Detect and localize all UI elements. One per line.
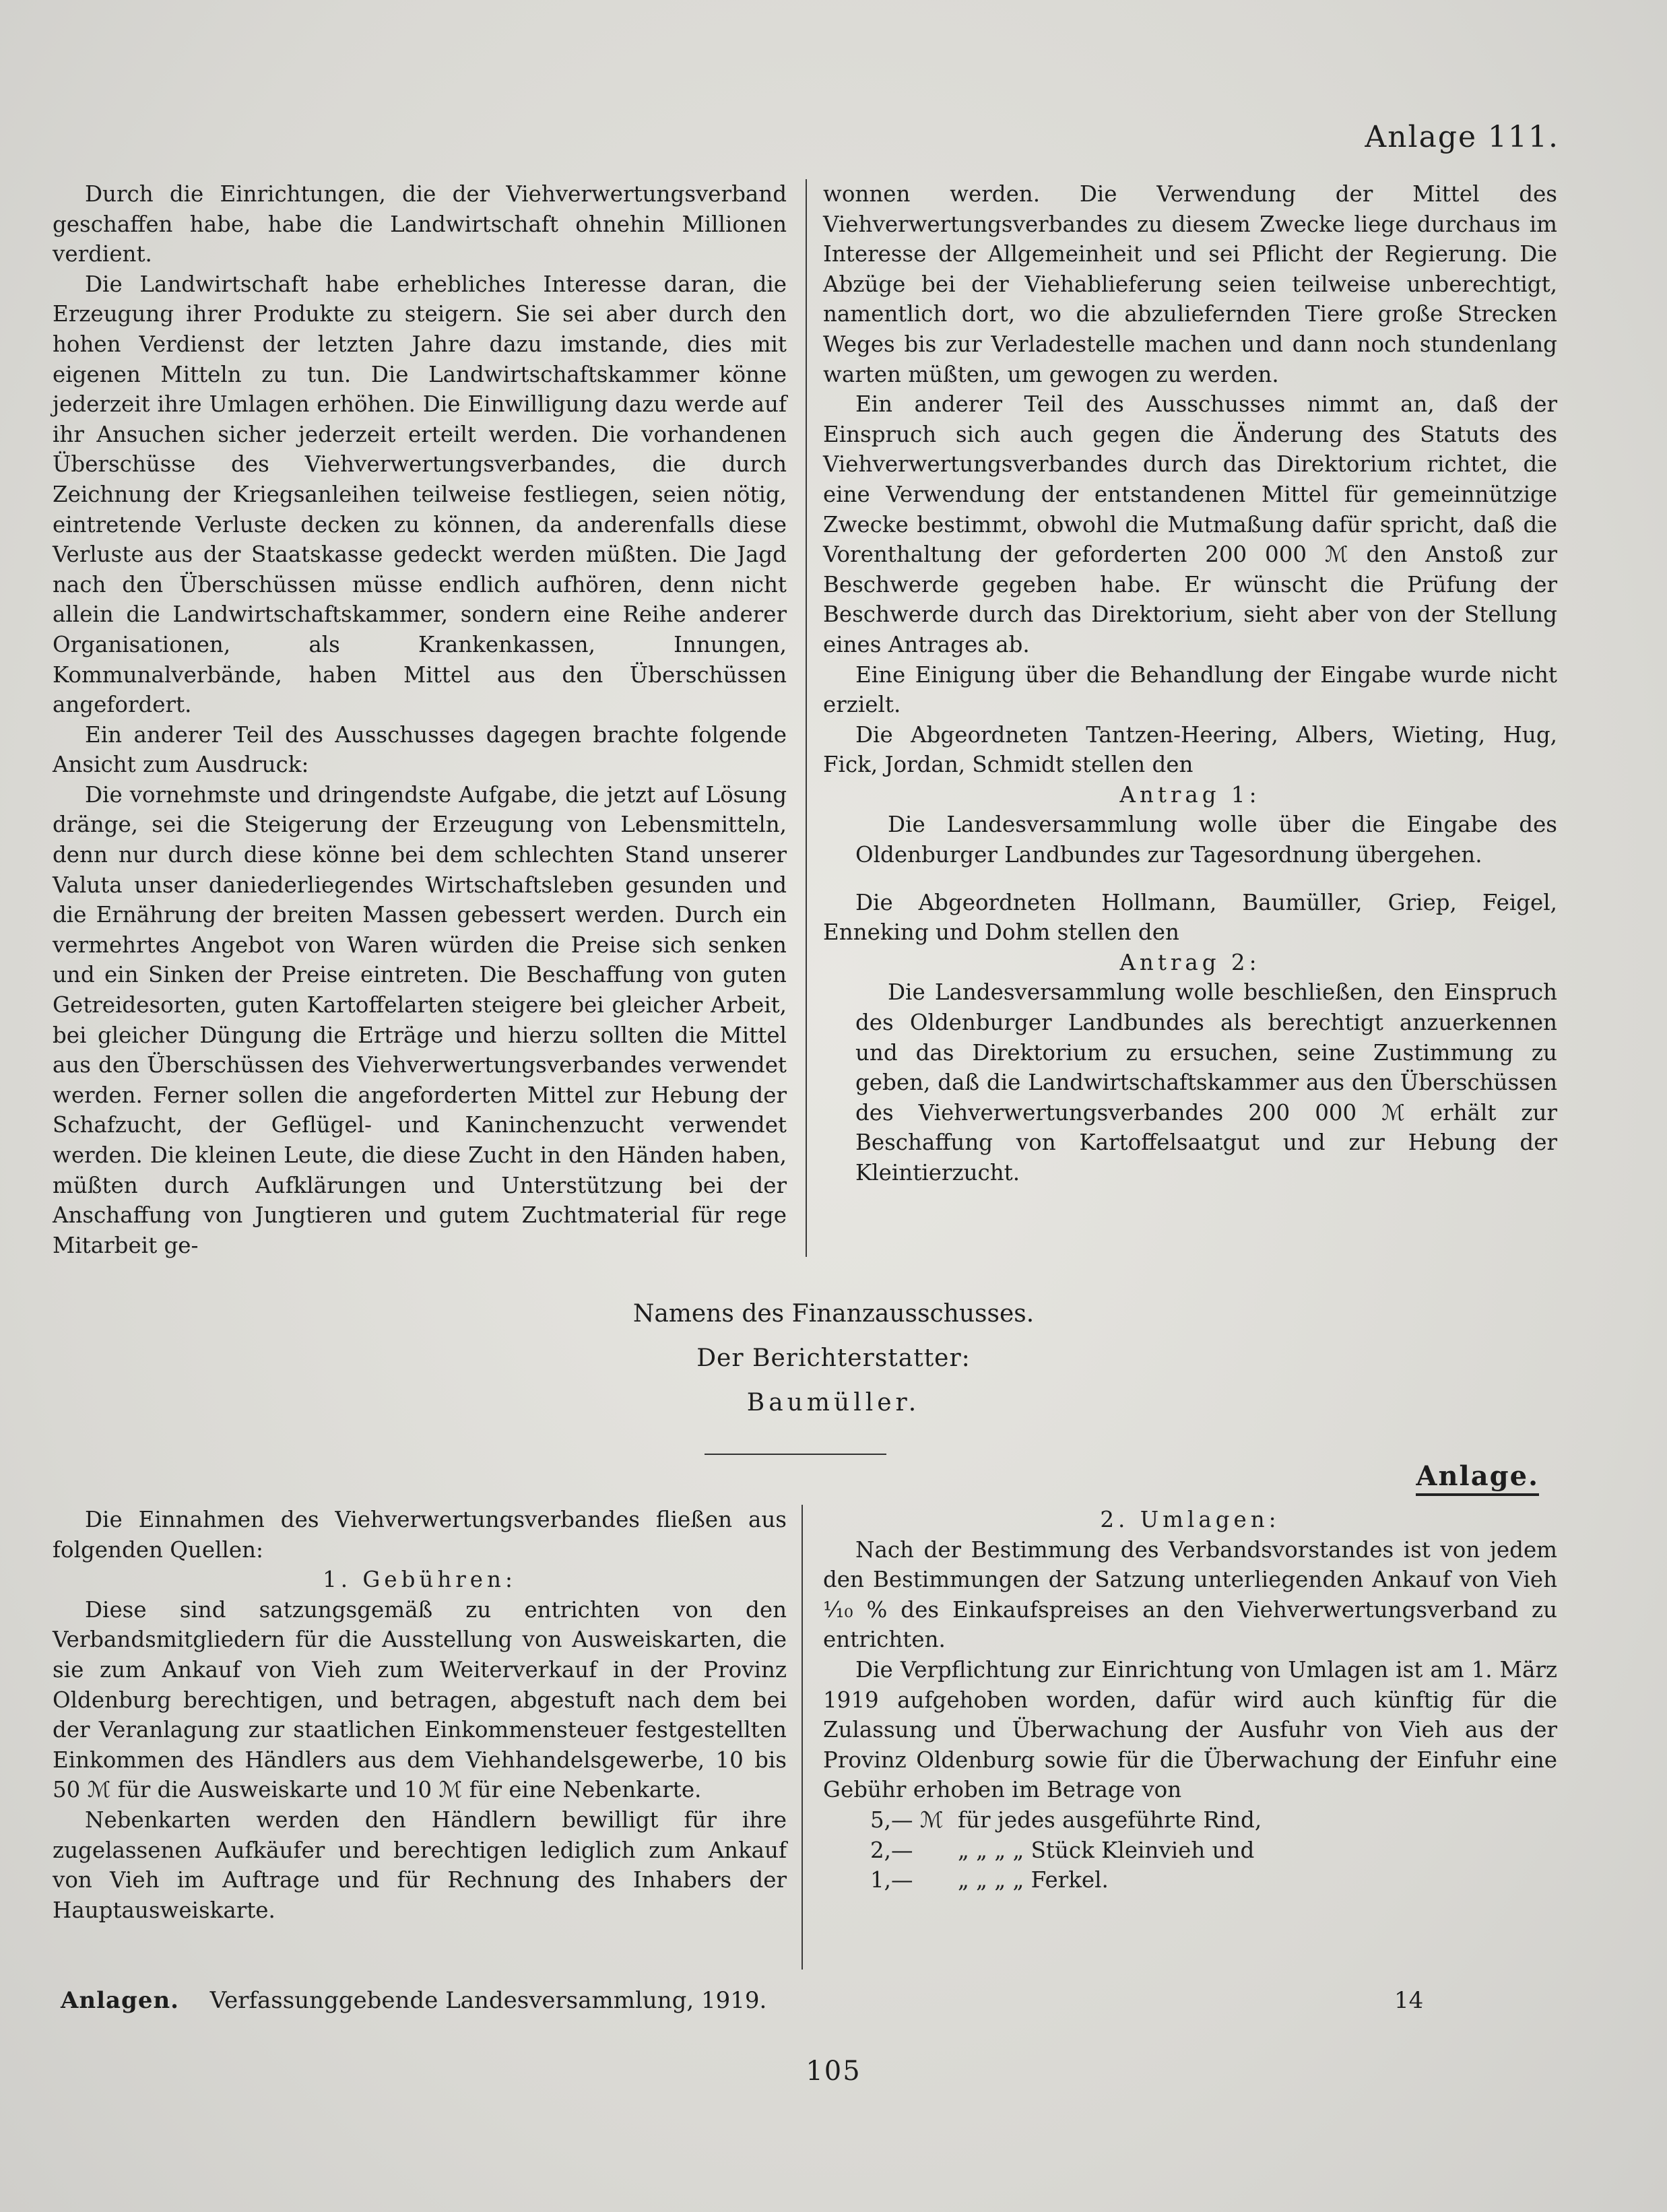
fee-rate-row [870,1805,1262,1835]
right-column-top [823,179,1557,1188]
paragraph: Nebenkarten werden den Händlern bewilligt für ihre zugelassenen Aufkäufer und berechtigen lediglich zum Ankauf von Vieh im Auftrage und für Rechnung des Inhabers der Hauptausweiskarte. [53,1807,787,1923]
footer-sheet-number: 14 [1394,1987,1424,2014]
fee-rate-row [870,1835,1262,1866]
paragraph: Die Abgeordneten Tantzen-Heering, Albers, Wieting, Hug, Fick, Jordan, Schmidt stellen den [823,721,1557,778]
paragraph: Nach der Bestimmung des Verbandsvorstandes ist von jedem den Bestimmungen der Satzung unterliegenden Ankauf von Vieh ¹⁄₁₀ % des Einkaufspreises an den Viehverwertungsverband zu entrichten. [823,1536,1557,1653]
signoff-committee: Namens des Finanzausschusses. [632,1300,1035,1328]
signature-rule [705,1454,886,1455]
paragraph: wonnen werden. Die Verwendung der Mittel des Viehverwertungsverbandes zu diesem Zwecke liege durchaus im Interesse der Allgemeinheit und sei Pflicht der Regierung. Die Abzüge bei der Viehablieferung seien teilweise unberechtigt, namentlich dort, wo die abzuliefernden Tiere große Strecken Weges bis zur Verladestelle machen und dann noch stundenlang warten müßten, um gewogen zu werden. [823,181,1557,387]
fee-amount: 1,— [870,1867,913,1893]
fee-description: „ „ „ „ Stück Kleinvieh und [958,1837,1255,1863]
antrag-2-body: Die Landesversammlung wolle beschließen, den Einspruch des Oldenburger Landbundes als berechtigt anzuerkennen und das Direktorium zu ersuchen, seine Zustimmung zu geben, daß die Landwirtschaftskammer aus den Überschüssen des Viehverwertungsverbandes 200 000 ℳ erhält zur Beschaffung von Kartoffelsaatgut und zur Hebung der Kleintierzucht. [855,979,1557,1185]
paragraph: Diese sind satzungsgemäß zu entrichten von den Verbandsmitgliedern für die Ausstellung von Ausweiskarten, die sie zum Ankauf von Vieh zum Weiterverkauf in der Provinz Oldenburg berechtigen, und betragen, abgestuft nach dem bei der Veranlagung zur staatlichen Einkommensteuer festgestellten Einkommen des Händlers aus dem Viehhandelsgewerbe, 10 bis 50 ℳ für die Ausweiskarte und 10 ℳ für eine Nebenkarte. [53,1596,787,1803]
footer-anlagen-label: Anlagen. [61,1987,180,2014]
page-number: 105 [806,2056,861,2087]
paragraph: Die Einnahmen des Viehverwertungsverbandes fließen aus folgenden Quellen: [53,1507,787,1563]
antrag-2-title: Antrag 2: [1119,949,1261,975]
right-column-bottom [823,1505,1557,1895]
left-column-bottom [53,1505,787,1925]
paragraph: Die Verpflichtung zur Einrichtung von Umlagen ist am 1. März 1919 aufgehoben worden, dafür wird auch künftig für die Zulassung und Überwachung der Ausfuhr von Vieh aus der Provinz Oldenburg sowie für die Überwachung der Einfuhr eine Gebühr erhoben im Betrage von [823,1656,1557,1803]
paragraph: Durch die Einrichtungen, die der Viehverwertungsverband geschaffen habe, habe die Landwirtschaft ohnehin Millionen verdient. [53,181,787,267]
section-heading-levies: 2. Umlagen: [1100,1507,1280,1532]
fee-rate-row [870,1865,1262,1895]
column-divider [806,179,807,1257]
section-heading-fees: 1. Gebühren: [323,1567,517,1593]
paragraph: Ein anderer Teil des Ausschusses dagegen brachte folgende Ansicht zum Ausdruck: [53,721,787,778]
column-divider [802,1505,803,1970]
signoff-reporter-label: Der Berichterstatter: [696,1344,971,1372]
anlage-label: Anlage. [1416,1460,1539,1496]
fee-description: für jedes ausgeführte Rind, [958,1807,1262,1833]
paragraph: Ein anderer Teil des Ausschusses nimmt an, daß der Einspruch sich auch gegen die Änderung des Statuts des Viehverwertungsverbandes durch das Direktorium richtet, die eine Verwendung der entstandenen Mittel für gemeinnützige Zwecke bestimmt, obwohl die Mutmaßung dafür spricht, daß die Vorenthaltung der geforderten 200 000 ℳ den Anstoß zur Beschwerde gegeben habe. Er wünscht die Prüfung der Beschwerde durch das Direktorium, sieht aber von der Stellung eines Antrages ab. [823,391,1557,657]
fee-amount: 2,— [870,1837,913,1863]
paragraph: Die Abgeordneten Hollmann, Baumüller, Griep, Feigel, Enneking und Dohm stellen den [823,889,1557,946]
footer-publication [61,1987,766,2014]
fee-amount: 5,— ℳ [870,1807,944,1833]
paragraph: Die vornehmste und dringendste Aufgabe, die jetzt auf Lösung dränge, sei die Steigerung der Erzeugung von Lebensmitteln, denn nur durch diese könne bei dem schlechten Stand unserer Valuta unser daniederliegendes Wirtschaftsleben gesunden und die Ernährung der breiten Massen gebessert werden. Durch ein vermehrtes Angebot von Waren würden die Preise sich senken und ein Sinken der Preise eintreten. Die Beschaffung von guten Getreidesorten, guten Kartoffelarten steigere bei gleicher Arbeit, bei gleicher Düngung die Erträge und hierzu sollten die Mittel aus den Überschüssen des Viehverwertungsverbandes verwendet werden. Ferner sollen die angeforderten Mittel zur Hebung der Schafzucht, der Geflügel- und Kaninchenzucht verwendet werden. Die kleinen Leute, die diese Zucht in den Händen haben, müßten durch Aufklärungen und Unterstützung bei der Anschaffung von Jungtieren und gutem Zuchtmaterial für rege Mitarbeit ge- [53,781,787,1258]
antrag-1-title: Antrag 1: [1119,781,1261,808]
fee-description: „ „ „ „ Ferkel. [958,1867,1109,1893]
left-column-top [53,179,787,1260]
anlage-number-header: Anlage 111. [1365,120,1559,154]
signoff-reporter-name: Baumüller. [746,1389,921,1417]
paragraph: Die Landwirtschaft habe erhebliches Interesse daran, die Erzeugung ihrer Produkte zu steigern. Sie sei aber durch den hohen Verdienst der letzten Jahre dazu imstande, dies mit eigenen Mitteln zu tun. Die Landwirtschaftskammer könne jederzeit ihre Umlagen erhöhen. Die Einwilligung dazu werde auf ihr Ansuchen sicher jederzeit erteilt werden. Die vorhandenen Überschüsse des Viehverwertungsverbandes, die durch Zeichnung der Kriegsanleihen teilweise festliegen, seien nötig, eintretende Verluste decken zu können, da anderenfalls diese Verluste aus der Staatskasse gedeckt werden müßten. Die Jagd nach den Überschüssen müsse endlich aufhören, denn nicht allein die Landwirtschaftskammer, sondern eine Reihe anderer Organisationen, als Krankenkassen, Innungen, Kommunalverbände, haben Mittel aus den Überschüssen angefordert. [53,271,787,718]
antrag-1-body: Die Landesversammlung wolle über die Eingabe des Oldenburger Landbundes zur Tagesordnung übergehen. [855,812,1557,868]
paragraph: Eine Einigung über die Behandlung der Eingabe wurde nicht erzielt. [823,661,1557,718]
fee-rate-list [823,1805,1262,1895]
footer-publication-title: Verfassunggebende Landesversammlung, 1919. [209,1987,767,2014]
